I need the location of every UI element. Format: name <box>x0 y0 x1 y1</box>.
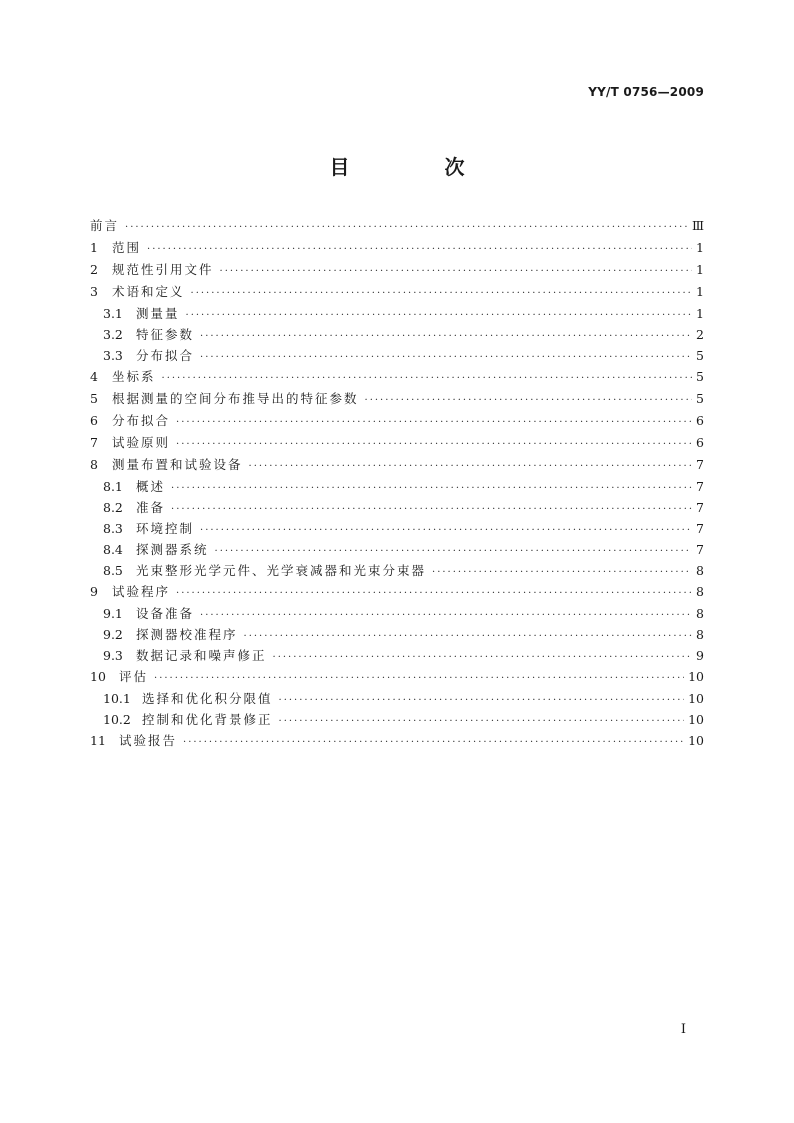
toc-entry-number: 8 <box>90 457 98 472</box>
dot-leader <box>176 439 692 450</box>
toc-entry-page: 1 <box>696 306 704 321</box>
toc-entry-label: 光束整形光学元件、光学衰减器和光束分束器 <box>136 563 427 578</box>
toc-entry-page: 7 <box>696 542 704 557</box>
toc-entry-page: 10 <box>688 691 704 706</box>
toc-entry-label: 探测器校准程序 <box>136 627 238 642</box>
dot-leader <box>200 525 692 536</box>
toc-entry-page: 5 <box>696 369 704 384</box>
dot-leader <box>191 288 692 299</box>
toc-entry[interactable] <box>90 411 704 433</box>
toc-entry-label: 探测器系统 <box>136 542 209 557</box>
toc-entry-page: 5 <box>696 391 704 406</box>
dot-leader <box>200 331 692 342</box>
toc-entry-page: 1 <box>696 262 704 277</box>
toc-entry-label: 分布拟合 <box>112 413 171 428</box>
toc-entry-label: 控制和优化背景修正 <box>142 712 273 727</box>
toc-entry-label: 测量布置和试验设备 <box>112 457 243 472</box>
toc-entry[interactable] <box>90 625 704 646</box>
toc-entry-page: 6 <box>696 435 704 450</box>
toc-entry-number: 3.2 <box>103 327 123 342</box>
toc-entry[interactable] <box>90 604 704 625</box>
toc-entry-page: Ⅲ <box>691 218 704 233</box>
dot-leader <box>200 610 692 621</box>
toc-entry-label: 坐标系 <box>112 369 156 384</box>
toc-entry-page: 7 <box>696 521 704 536</box>
toc-entry-page: 8 <box>696 563 704 578</box>
toc-entry-number: 10.1 <box>103 691 131 706</box>
toc-entry-page: 8 <box>696 606 704 621</box>
dot-leader <box>125 222 688 233</box>
toc-entry[interactable] <box>90 346 704 367</box>
standard-code: YY/T 0756—2009 <box>588 85 704 99</box>
toc-entry-page: 10 <box>688 669 704 684</box>
toc-entry-label: 特征参数 <box>136 327 195 342</box>
toc-entry-label: 评估 <box>119 669 149 684</box>
dot-leader <box>171 504 692 515</box>
toc-entry-page: 8 <box>696 627 704 642</box>
toc-entry[interactable] <box>90 216 704 238</box>
dot-leader <box>249 461 692 472</box>
toc-entry-label: 分布拟合 <box>136 348 195 363</box>
toc-entry-page: 7 <box>696 457 704 472</box>
toc-entry-label: 试验报告 <box>119 733 178 748</box>
toc-entry-label: 数据记录和噪声修正 <box>136 648 267 663</box>
toc-entry-number: 6 <box>90 413 98 428</box>
dot-leader <box>200 352 692 363</box>
dot-leader <box>186 310 692 321</box>
toc-entry-page: 8 <box>696 584 704 599</box>
toc-entry[interactable] <box>90 477 704 498</box>
dot-leader <box>279 695 685 706</box>
toc-entry-label: 范围 <box>112 240 142 255</box>
dot-leader <box>171 483 692 494</box>
toc-entry-number: 8.3 <box>103 521 123 536</box>
dot-leader <box>176 417 692 428</box>
toc-entry-page: 7 <box>696 479 704 494</box>
toc-entry-label: 试验原则 <box>112 435 171 450</box>
toc-entry-page: 2 <box>696 327 704 342</box>
toc-entry-number: 8.2 <box>103 500 123 515</box>
toc-entry-number: 9 <box>90 584 98 599</box>
toc-entry[interactable] <box>90 325 704 346</box>
toc-entry-number: 3.3 <box>103 348 123 363</box>
toc-entry-page: 10 <box>688 733 704 748</box>
toc-entry-page: 5 <box>696 348 704 363</box>
toc-entry[interactable] <box>90 667 704 689</box>
toc-entry-label: 选择和优化积分限值 <box>142 691 273 706</box>
dot-leader <box>244 631 692 642</box>
toc-entry-number: 8.5 <box>103 563 123 578</box>
toc-entry[interactable] <box>90 238 704 260</box>
toc-entry-number: 10.2 <box>103 712 131 727</box>
toc-entry[interactable] <box>90 519 704 540</box>
toc-entry[interactable] <box>90 282 704 304</box>
toc-entry-page: 1 <box>696 284 704 299</box>
toc-entry-number: 7 <box>90 435 98 450</box>
toc-entry-number: 9.2 <box>103 627 123 642</box>
dot-leader <box>432 567 692 578</box>
toc-entry-number: 3.1 <box>103 306 123 321</box>
toc-entry[interactable] <box>90 455 704 477</box>
dot-leader <box>147 244 692 255</box>
toc-entry[interactable] <box>90 540 704 561</box>
toc-entry-number: 8.4 <box>103 542 123 557</box>
dot-leader <box>279 716 685 727</box>
toc-entry-label: 设备准备 <box>136 606 195 621</box>
toc-entry-label: 试验程序 <box>112 584 171 599</box>
dot-leader <box>176 588 692 599</box>
toc-entry-label: 前言 <box>90 218 120 233</box>
toc-entry-number: 8.1 <box>103 479 123 494</box>
toc-entry[interactable] <box>90 367 704 389</box>
dot-leader <box>215 546 692 557</box>
toc-entry-number: 3 <box>90 284 98 299</box>
table-of-contents <box>90 216 704 753</box>
toc-entry[interactable] <box>90 304 704 325</box>
toc-entry-label: 术语和定义 <box>112 284 185 299</box>
toc-entry[interactable] <box>90 389 704 411</box>
dot-leader <box>162 373 692 384</box>
toc-entry[interactable] <box>90 561 704 582</box>
toc-entry-number: 1 <box>90 240 98 255</box>
toc-entry-number: 5 <box>90 391 98 406</box>
toc-entry[interactable] <box>90 582 704 604</box>
toc-entry-page: 6 <box>696 413 704 428</box>
dot-leader <box>273 652 692 663</box>
toc-entry-number: 4 <box>90 369 98 384</box>
page-title: 目 次 <box>329 155 509 179</box>
toc-entry[interactable] <box>90 689 704 710</box>
dot-leader <box>183 737 684 748</box>
toc-entry-label: 概述 <box>136 479 166 494</box>
dot-leader <box>220 266 692 277</box>
toc-entry[interactable] <box>90 433 704 455</box>
dot-leader <box>365 395 692 406</box>
toc-entry-label: 准备 <box>136 500 166 515</box>
toc-entry-label: 测量量 <box>136 306 180 321</box>
dot-leader <box>154 673 684 684</box>
toc-entry-label: 根据测量的空间分布推导出的特征参数 <box>112 391 359 406</box>
toc-entry[interactable] <box>90 731 704 753</box>
toc-entry[interactable] <box>90 646 704 667</box>
toc-entry-number: 2 <box>90 262 98 277</box>
toc-entry-page: 7 <box>696 500 704 515</box>
toc-entry-page: 9 <box>696 648 704 663</box>
toc-entry-number: 10 <box>90 669 106 684</box>
toc-entry-number: 9.3 <box>103 648 123 663</box>
toc-entry-label: 环境控制 <box>136 521 195 536</box>
toc-entry-page: 10 <box>688 712 704 727</box>
page-number: I <box>680 1022 686 1037</box>
toc-entry-page: 1 <box>696 240 704 255</box>
toc-entry[interactable] <box>90 710 704 731</box>
toc-entry-label: 规范性引用文件 <box>112 262 214 277</box>
toc-entry-number: 11 <box>90 733 106 748</box>
toc-entry[interactable] <box>90 498 704 519</box>
toc-entry-number: 9.1 <box>103 606 123 621</box>
toc-entry[interactable] <box>90 260 704 282</box>
